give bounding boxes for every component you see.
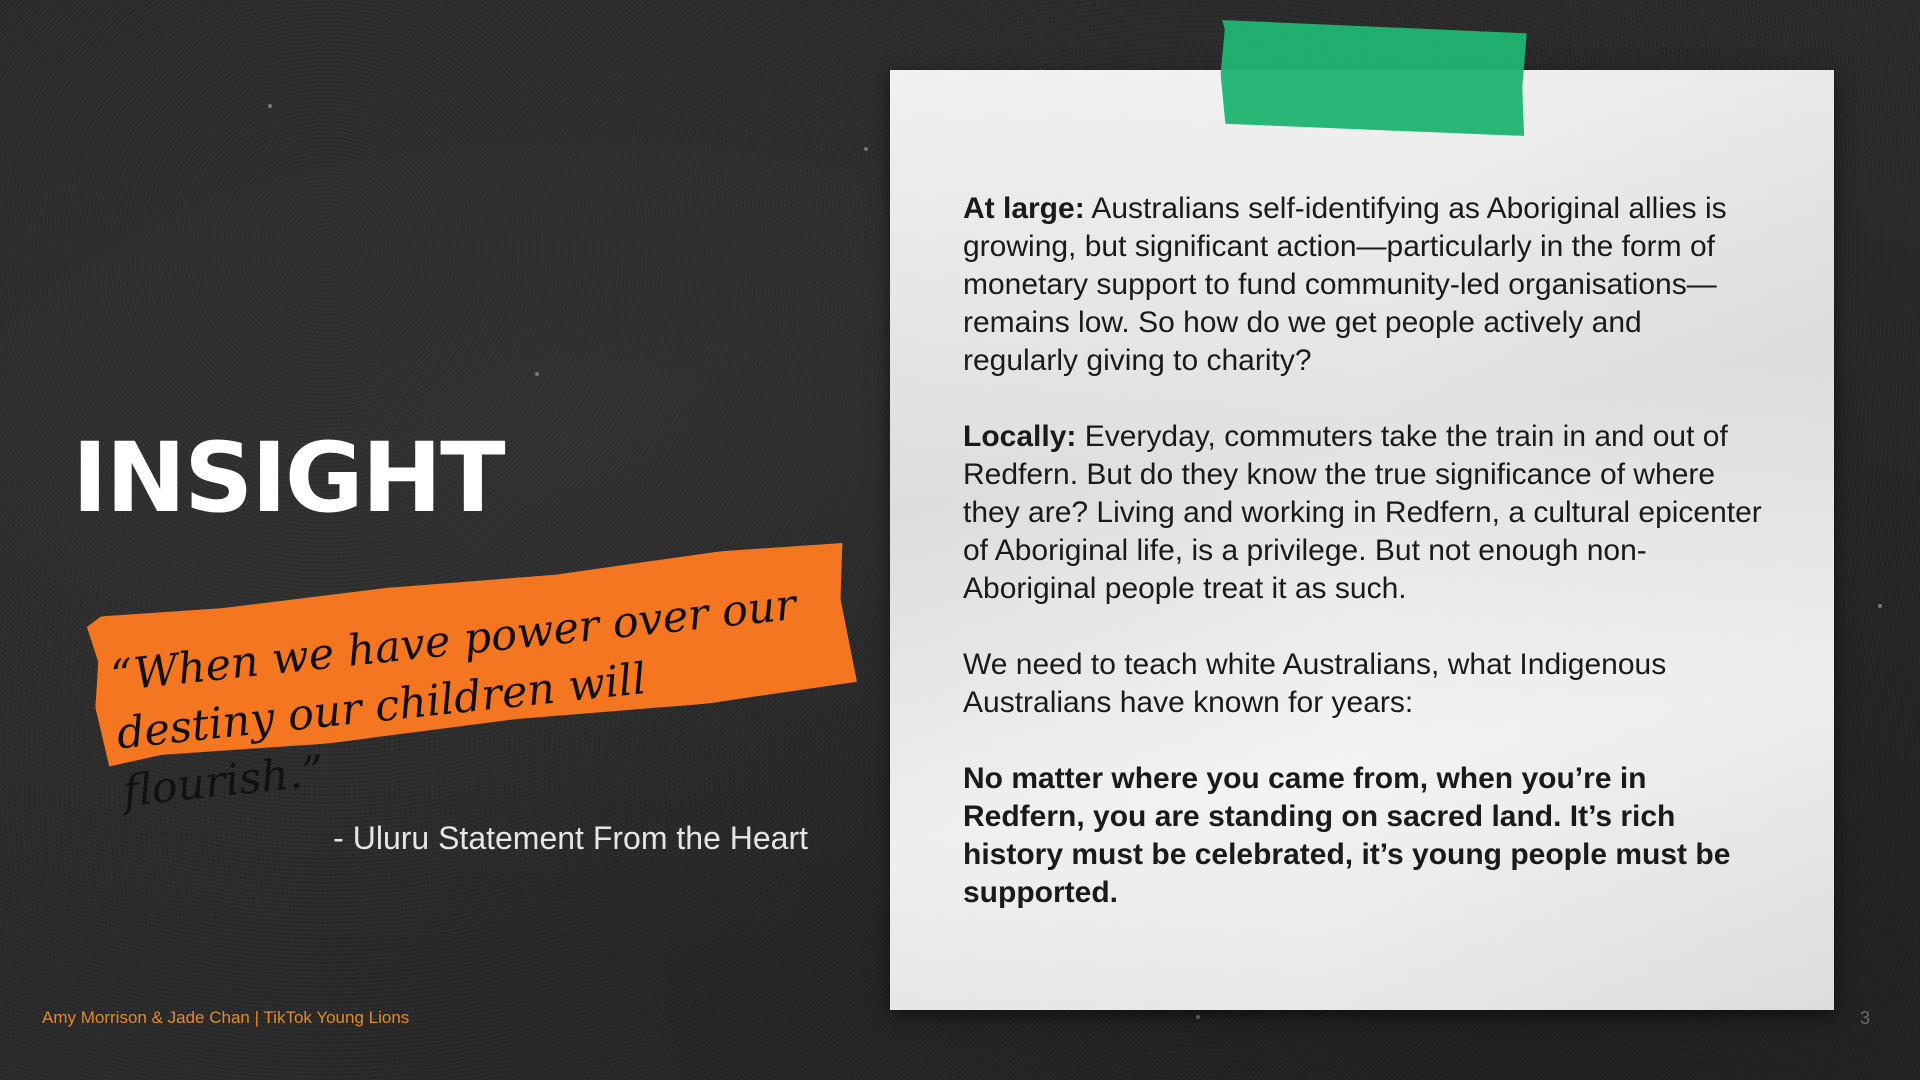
green-tape	[1219, 20, 1527, 136]
paragraph-text: Australians self-identifying as Aboriginal allies is growing, but significant action—particularly in the form of monetary support to fund community-led organisations—remains low. So how do we get people actively and regularly giving to charity?	[963, 192, 1727, 377]
paragraph-text: Everyday, commuters take the train in and out of Redfern. But do they know the true significance of where they are? Living and working in Redfern, a cultural epicenter of Aboriginal life, is a privilege. But not enough non-Aboriginal people treat it as such.	[963, 420, 1762, 605]
background-speck	[1878, 604, 1882, 608]
quote-attribution: - Uluru Statement From the Heart	[333, 820, 808, 856]
background-speck	[1196, 1015, 1200, 1019]
slide-title: INSIGHT	[72, 422, 504, 534]
quote-text: “When we have power over our destiny our children will flourish.”	[108, 580, 799, 818]
background-speck	[864, 147, 868, 151]
paragraph-locally	[963, 418, 1763, 608]
paragraph-at-large	[963, 190, 1763, 380]
paragraph-conclusion: No matter where you came from, when you’re in Redfern, you are standing on sacred land. It’s rich history must be celebrated, it’s young people must be supported.	[963, 762, 1731, 909]
paragraph-teach: We need to teach white Australians, what Indigenous Australians have known for years:	[963, 648, 1667, 719]
background-speck	[535, 372, 539, 376]
paragraph-lead: Locally:	[963, 420, 1077, 453]
paragraph-lead: At large:	[963, 192, 1085, 225]
background-speck	[268, 104, 272, 108]
note-body	[963, 190, 1763, 950]
footer-credit: Amy Morrison & Jade Chan | TikTok Young Lions	[42, 1008, 410, 1027]
page-number: 3	[1859, 1008, 1870, 1028]
